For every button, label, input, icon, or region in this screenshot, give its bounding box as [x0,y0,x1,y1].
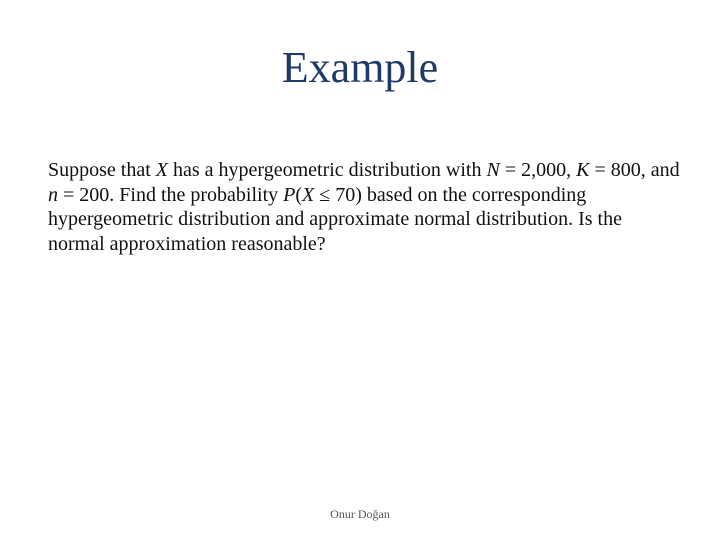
variable-p: P [283,183,296,206]
variable-x: X [155,159,168,181]
problem-text: ≤ 70) based on the corresponding [314,183,587,206]
problem-text: has a hypergeometric distribution with [168,159,487,181]
variable-n-sample: n [48,183,58,206]
problem-text: hypergeometric distribution and approximate normal distribution. Is the [48,208,622,230]
variable-k: K [576,159,590,181]
problem-statement [48,158,698,256]
slide-title: Example [281,43,439,92]
problem-text: = 2,000, [499,159,577,181]
problem-text: Suppose that [48,159,156,181]
variable-x: X [302,183,315,206]
footer-author: Onur Doğan [330,507,390,521]
problem-text: = 800, and [589,159,680,181]
problem-text: = 200. Find the probability [58,183,284,206]
problem-text: ( [295,183,303,206]
problem-text: normal approximation reasonable? [48,232,326,255]
variable-n-population: N [486,159,500,181]
